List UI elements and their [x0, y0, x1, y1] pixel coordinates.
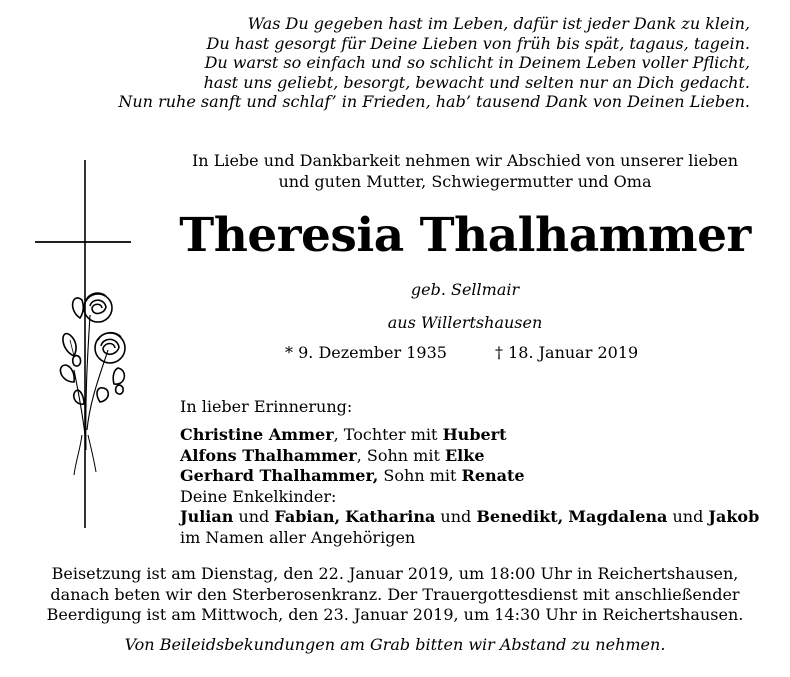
grandchild-name: Katharina: [345, 507, 436, 526]
poem-line: Du hast gesorgt für Deine Lieben von früh bis spät, tagaus, tagein.: [206, 33, 750, 53]
grandchildren-line: [180, 507, 759, 528]
cross-with-roses-icon: [30, 160, 140, 530]
family-line: [180, 446, 759, 467]
grandchild-name: Fabian,: [274, 507, 341, 526]
grandchild-name: Magdalena: [568, 507, 668, 526]
grandchild-name: Julian: [180, 507, 234, 526]
origin-place: aus Willertshausen: [387, 313, 543, 332]
family-partner-name: Renate: [461, 466, 525, 485]
family-relation: , Tochter mit: [333, 425, 443, 444]
family-relation: , Sohn mit: [356, 445, 445, 465]
poem-line: Was Du gegeben hast im Leben, dafür ist jeder Dank zu klein,: [247, 14, 750, 33]
funeral-line: Beerdigung ist am Mittwoch, den 23. Januar 2019, um 14:30 Uhr in Reichertshausen.: [46, 605, 744, 624]
family-list: [180, 425, 759, 548]
family-member-name: Alfons Thalhammer: [180, 445, 357, 465]
maiden-name: geb. Sellmair: [410, 280, 520, 299]
conjunction: und: [435, 507, 477, 526]
grandchildren-label: Deine Enkelkinder:: [180, 486, 337, 506]
poem-line: Du warst so einfach und so schlicht in Deinem Leben voller Pflicht,: [204, 53, 750, 72]
funeral-details: [40, 564, 750, 626]
birth-date: * 9. Dezember 1935: [285, 343, 447, 362]
family-line: [180, 466, 759, 487]
grandchild-name: Jakob: [708, 507, 760, 526]
funeral-line: danach beten wir den Sterberosenkranz. Der Trauergottesdienst mit anschließender: [50, 584, 740, 604]
grandchild-name: Benedikt,: [476, 507, 564, 526]
family-partner-name: Elke: [444, 445, 485, 465]
family-line: [180, 425, 759, 446]
farewell-intro: [165, 150, 765, 192]
family-member-name: Gerhard Thalhammer,: [180, 466, 379, 485]
family-member-name: Christine Ammer: [180, 425, 334, 444]
poem-line: hast uns geliebt, besorgt, bewacht und selten nur an Dich gedacht.: [203, 72, 750, 92]
memorial-poem: [20, 14, 750, 112]
funeral-line: Beisetzung ist am Dienstag, den 22. Januar 2019, um 18:00 Uhr in Reichertshausen,: [51, 564, 739, 583]
intro-line: In Liebe und Dankbarkeit nehmen wir Abschied von unserer lieben: [191, 151, 738, 170]
death-date: † 18. Januar 2019: [495, 343, 639, 362]
closing-note: Von Beileidsbekundungen am Grab bitten wir Abstand zu nehmen.: [124, 635, 666, 654]
family-relation: Sohn mit: [378, 466, 462, 485]
intro-line: und guten Mutter, Schwiegermutter und Oma: [278, 172, 652, 191]
poem-line: Nun ruhe sanft und schlaf’ in Frieden, hab’ tausend Dank von Deinen Lieben.: [118, 92, 750, 111]
family-partner-name: Hubert: [442, 425, 507, 444]
all-relatives-line: im Namen aller Angehörigen: [180, 527, 416, 547]
memory-label: In lieber Erinnerung:: [180, 397, 353, 416]
deceased-name: Theresia Thalhammer: [179, 208, 751, 263]
conjunction: und: [667, 507, 709, 526]
conjunction: und: [233, 507, 275, 526]
